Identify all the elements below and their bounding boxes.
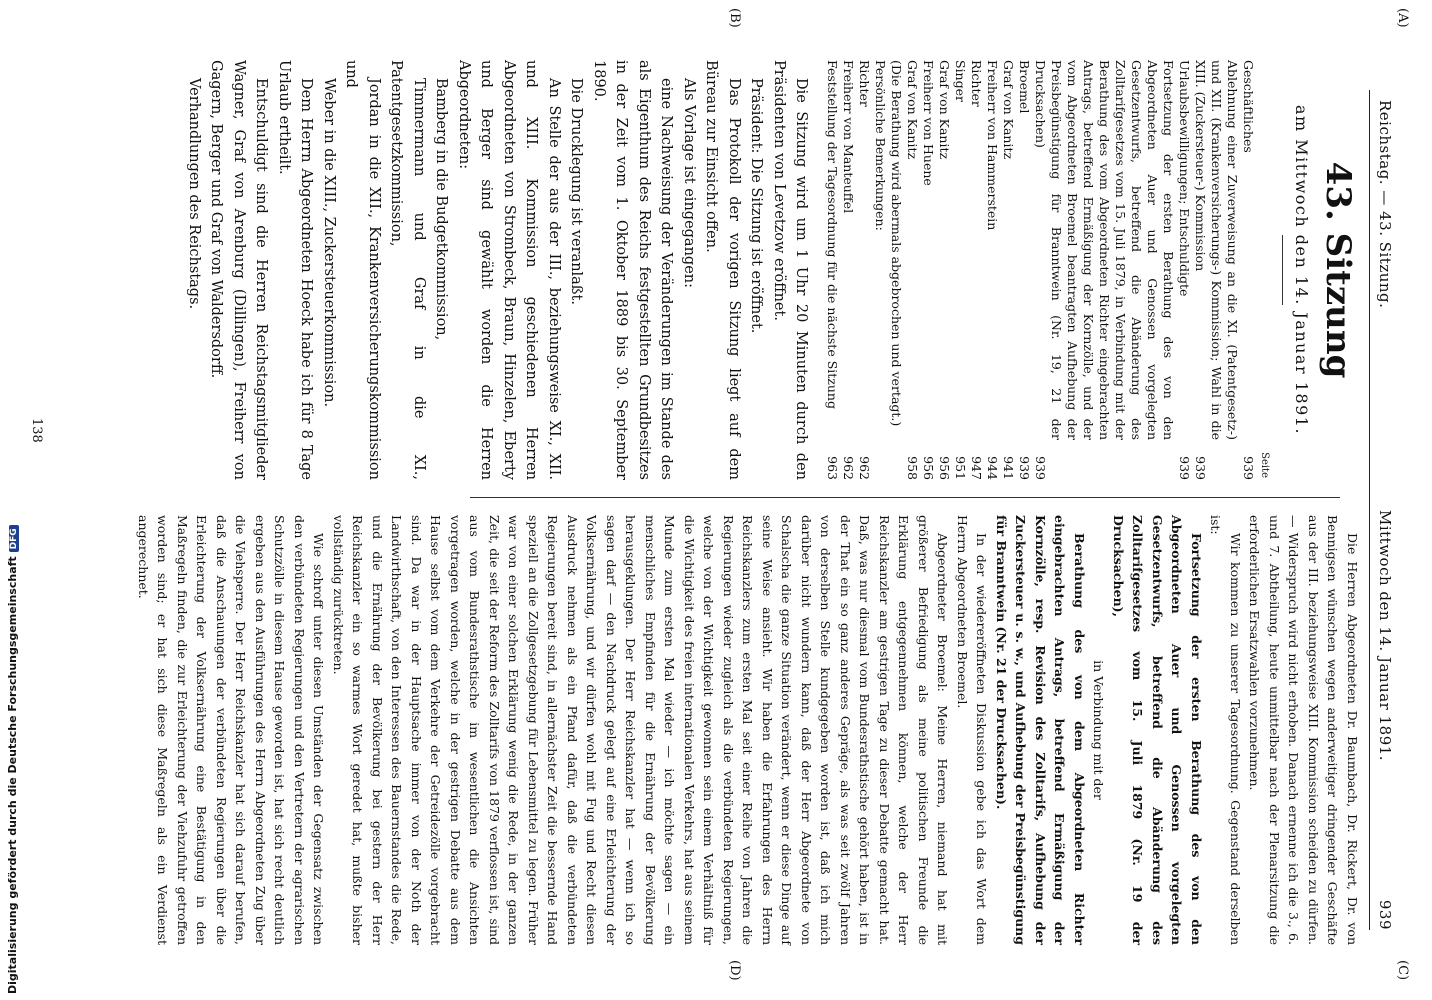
toc-entry-text: Persönliche Bemerkungen:	[873, 60, 889, 231]
toc-entry-page: 951	[953, 456, 969, 480]
body-paragraph: Verhandlungen des Reichstags.	[186, 78, 202, 310]
body-paragraph: Als Vorlage ist eingegangen:	[681, 78, 697, 289]
body-paragraph: Bamberg in die Budgetkommission,	[433, 78, 450, 341]
body-paragraph: In der wiedereröffneten Diskussion gebe ich das Wort dem Herrn Abgeordneten Broemel.	[955, 515, 990, 945]
toc-entry-text: Graf von Kanitz	[1001, 60, 1017, 160]
body-paragraph: Entschuldigt sind die Herren Reichstagsmitglieder Wagner, Graf von Arenburg (Dillingen), Freiherr von Gagern, Berger und Graf von Waldersdorff.	[208, 60, 270, 480]
toc-entry-page: 941	[1001, 456, 1017, 480]
table-of-contents	[825, 60, 1273, 480]
dfg-logo-icon: DFG	[9, 525, 19, 552]
body-paragraph: Wir kommen zu unserer Tagesordnung. Gegenstand derselben ist:	[1208, 515, 1243, 945]
credit-text: Digitalisierung gefördert durch die Deutsche Forschungsgemeinschaft	[6, 556, 19, 994]
margin-letter-a: (A)	[1395, 8, 1410, 28]
toc-entry-text: Feststellung der Tagesordnung für die nächste Sitzung	[825, 60, 841, 409]
toc-row	[1017, 60, 1033, 480]
body-paragraph: Die Drucklegung ist veranlaßt.	[568, 78, 585, 305]
toc-row	[937, 60, 953, 480]
toc-row	[841, 60, 857, 480]
toc-row	[969, 60, 985, 480]
session-title: 43. Sitzung	[1318, 161, 1358, 379]
toc-entry-page: 939	[1033, 456, 1049, 480]
toc-row	[921, 60, 937, 480]
toc-entry-page: 956	[937, 456, 953, 480]
body-paragraph: An Stelle der aus der III., beziehungsweise XI., XII. und XIII. Kommission geschiedenen Herren Abgeordneten von Strombeck, Braun, Hinzelen, Eberty und Berger sind gewählt worden die Herren Abgeordneten:	[456, 60, 562, 480]
toc-entry-text: Ablehnung einer Zuverweisung an die XI. (Patentgesetz-) und XII. (Krankenversicherungs-) Kommission; Wahl in die XIII. (Zuckersteuer-) Kommission	[1193, 60, 1241, 440]
toc-entry-page: 947	[969, 456, 985, 480]
toc-entry-text: Freiherr von Manteuffel	[841, 60, 857, 214]
toc-entry-text: Freiherr von Hammerstein	[985, 60, 1001, 231]
left-column	[183, 60, 1363, 480]
body-paragraph: Berathung des von dem Abgeordneten Richter eingebrachten Antrags, betreffend Ermäßigung der Kornzölle, resp. Revision des Zolltarifs, Aufhebung der Zuckersteuer u. s. w., und Aufhebung der Preisbegünstigung für Branntwein (Nr. 21 der Drucksachen).	[994, 515, 1087, 945]
toc-entry-page: 939	[1193, 456, 1209, 480]
toc-entry-text: Fortsetzung der ersten Berathung des von den Abgeordneten Auer und Genossen vorgelegten Gesetzentwurfs, betreffend die Abänderung des Zolltarifgesetzes vom 15. Juli 1879, in Verbindung mit der Berathung des vom Abgeordneten Richter eingebrachten Antrags, betreffend Ermäßigung der Kornzölle, und der vom Abgeordneten Broemel beantragten Aufhebung der Preisbegünstigung für Branntwein (Nr. 19, 21 der Drucksachen)	[1033, 60, 1177, 440]
toc-row	[1177, 60, 1193, 480]
toc-row	[857, 60, 873, 480]
toc-entry-page: 963	[825, 456, 841, 480]
page-signature: 138	[29, 418, 44, 443]
left-body-text	[183, 60, 813, 480]
header-center: Mittwoch den 14. Januar 1891.	[1376, 510, 1394, 762]
toc-row	[1193, 60, 1241, 480]
body-paragraph: Dem Herrn Abgeordneten Hoeck habe ich für 8 Tage Urlaub ertheilt.	[276, 60, 315, 480]
toc-row	[1033, 60, 1177, 480]
body-paragraph: in Verbindung mit der	[1091, 660, 1107, 800]
toc-row	[873, 60, 889, 480]
body-paragraph: eine Nachweisung der Veränderungen im Stande des als Eigenthum des Reichs festgestellten Grundbesitzes in der Zeit vom 1. Oktober 1889 bis 30. September 1890.	[591, 60, 675, 480]
header-page-number: 939	[1376, 899, 1394, 930]
header-left: Reichstag. — 43. Sitzung.	[1376, 100, 1394, 309]
toc-row	[985, 60, 1001, 480]
body-paragraph: Fortsetzung der ersten Berathung des von den Abgeordneten Auer und Genossen vorgelegten Gesetzentwurfs, betreffend die Abänderung des Zolltarifgesetzes vom 15. Juli 1879 (Nr. 19 der Drucksachen),	[1111, 515, 1204, 945]
toc-entry-text: Graf von Kanitz	[905, 60, 921, 160]
toc-row	[1241, 60, 1257, 480]
toc-entry-text: Singer	[953, 60, 969, 102]
body-paragraph: Die Sitzung wird um 1 Uhr 20 Minuten durch den Präsidenten von Levetzow eröffnet.	[771, 60, 810, 480]
body-paragraph: Wie schroff unter diesen Umständen der Gegensatz zwischen den verbündeten Regierungen und den Vertretern der agrarischen Schutzzölle in diesem Hause geworden ist, hat sich recht deutlich ergeben aus den Ausführungen des Herrn Abgeordneten Zug über die Viehsperre. Der Herr Reichskanzler hat sich darauf berufen, daß die Anschauungen der verbündeten Regierungen über die Erleichterung der Volksernährung eine Bestätigung in den Maßregeln finden, die zur Erleichterung der Viehzufuhr getroffen worden sind; er hat sich diese Maßregeln als ein Verdienst angerechnet.	[136, 515, 327, 945]
title-rule	[1283, 235, 1284, 305]
toc-entry-text: Geschäftliches	[1241, 60, 1257, 153]
toc-entry-page: 944	[985, 456, 1001, 480]
digitization-credit	[6, 525, 19, 994]
running-header	[1369, 90, 1396, 930]
margin-letter-c: (C)	[1395, 960, 1410, 981]
toc-entry-text: (Die Berathung wird abermals abgebrochen und vertagt.)	[889, 60, 905, 427]
right-body-text	[134, 515, 1363, 945]
margin-letter-b: (B)	[727, 8, 742, 28]
right-column	[134, 515, 1363, 945]
toc-row	[953, 60, 969, 480]
toc-row	[905, 60, 921, 480]
body-paragraph: Timmermann und Graf in die XI., Patentgesetzkommission,	[388, 60, 427, 480]
toc-entry-page: 962	[857, 456, 873, 480]
toc-entry-text: Richter	[969, 60, 985, 107]
toc-entry-text: Freiherr von Huene	[921, 60, 937, 186]
body-paragraph: Jordan in die XII., Krankenversicherungskommission und	[343, 60, 382, 480]
body-paragraph: Die Herren Abgeordneten Dr. Baumbach, Dr. Rickert, Dr. von Bennigsen wünschen wegen anderweitiger dringender Geschäfte aus der III. beziehungsweise XIII. Kommission scheiden zu dürfen. — Widerspruch wird nicht erhoben. Danach ernenne ich die 3., 6. und 7. Abtheilung, heute unmittelbar nach der Plenarsitzung die erforderlichen Ersatzwahlen vorzunehmen.	[1247, 515, 1360, 945]
toc-entry-text: Graf von Kanitz	[937, 60, 953, 160]
session-date: am Mittwoch den 14. Januar 1891.	[1292, 104, 1311, 436]
toc-list	[825, 60, 1257, 480]
toc-entry-page: 939	[1241, 456, 1257, 480]
toc-entry-page: 939	[1177, 456, 1193, 480]
toc-row	[825, 60, 841, 480]
toc-entry-page: 958	[905, 456, 921, 480]
toc-seite-label: Seite	[1259, 452, 1271, 478]
body-paragraph: Abgeordneter Broemel: Meine Herren, niemand hat mit größerer Befriedigung als meine politischen Freunde die Erklärung entgegennehmen können, welche der Herr Reichskanzler am gestrigen Tage zu dieser Debatte gemacht hat. Daß, was nur diesmal vom Bundesrathstische gehört haben, ist in der That ein so ganz anderes Gepräge, als was seit zwölf Jahren von derselben Stelle kundgegeben worden ist, daß ich mich darüber nicht wundern kann, daß der Herr Abgeordnete von Schalscha die ganze Situation verändert, wenn er diese Dinge auf seine Weise ansieht. Wir haben die Erfahrungen des Herrn Reichskanzlers zum ersten Mal seit einer Reihe von Jahren die Regierungen wieder zugleich als die verbündeten Regierungen, welche von der Wichtigkeit gewonnen sein einem Verhältniß für die Wichtigkeit des freien internationalen Verkehrs, hat aus seinem Munde zum ersten Mal wieder — ich möchte sagen — ein menschliches Empfinden für die Ernährung der Bevölkerung herausgeklungen. Der Herr Reichskanzler hat — wenn ich so sagen darf — den Nachdruck gelegt auf eine Erleichterung der Volksernährung, und wir dürfen wohl mit Fug und Recht diesen Ausdruck nehmen als ein Pfand dafür, daß die verbündeten Regierungen bereit sind, in allernächster Zeit die bessernde Hand speziell an die Zollgesetzgebung für Lebensmittel zu legen. Früher war von einer solchen Erklärung wenig die Rede, in der ganzen Zeit, die seit der Reform des Zolltarifs von 1879 verflossen ist, sind aus vom Bundesrathstische im wesentlichen die Ansichten vorgetragen worden, welche in der gestrigen Debatte aus dem Hause selbst vom dem Verkehre der Getreidezölle vorgebracht sind. Da war in der Hauptsache immer von der Noth der Landwirthschaft, von den Interessen des Bauernstandes die Rede, und die Ernährung der Bevölkerung bei gestern der Herr Reichskanzler ein so warmes Wort geredet hat, mußte bisher vollständig zurücktreten.	[331, 515, 951, 945]
body-paragraph: Präsident: Die Sitzung ist eröffnet.	[748, 78, 765, 334]
toc-row	[889, 60, 905, 480]
toc-entry-page: 956	[921, 456, 937, 480]
toc-entry-text: Richter	[857, 60, 873, 107]
toc-row	[1001, 60, 1017, 480]
toc-entry-text: Urlaubsbewilligungen; Entschuldigte	[1177, 60, 1193, 297]
margin-letter-d: (D)	[727, 960, 742, 981]
column-divider	[470, 497, 1340, 498]
toc-entry-page: 939	[1017, 456, 1033, 480]
body-paragraph: Weber in die XIII., Zuckersteuerkommission.	[321, 78, 337, 408]
toc-entry-page: 962	[841, 456, 857, 480]
body-paragraph: Das Protokoll der vorigen Sitzung liegt auf dem Büreau zur Einsicht offen.	[703, 60, 742, 480]
toc-entry-text: Broemel	[1017, 60, 1033, 114]
